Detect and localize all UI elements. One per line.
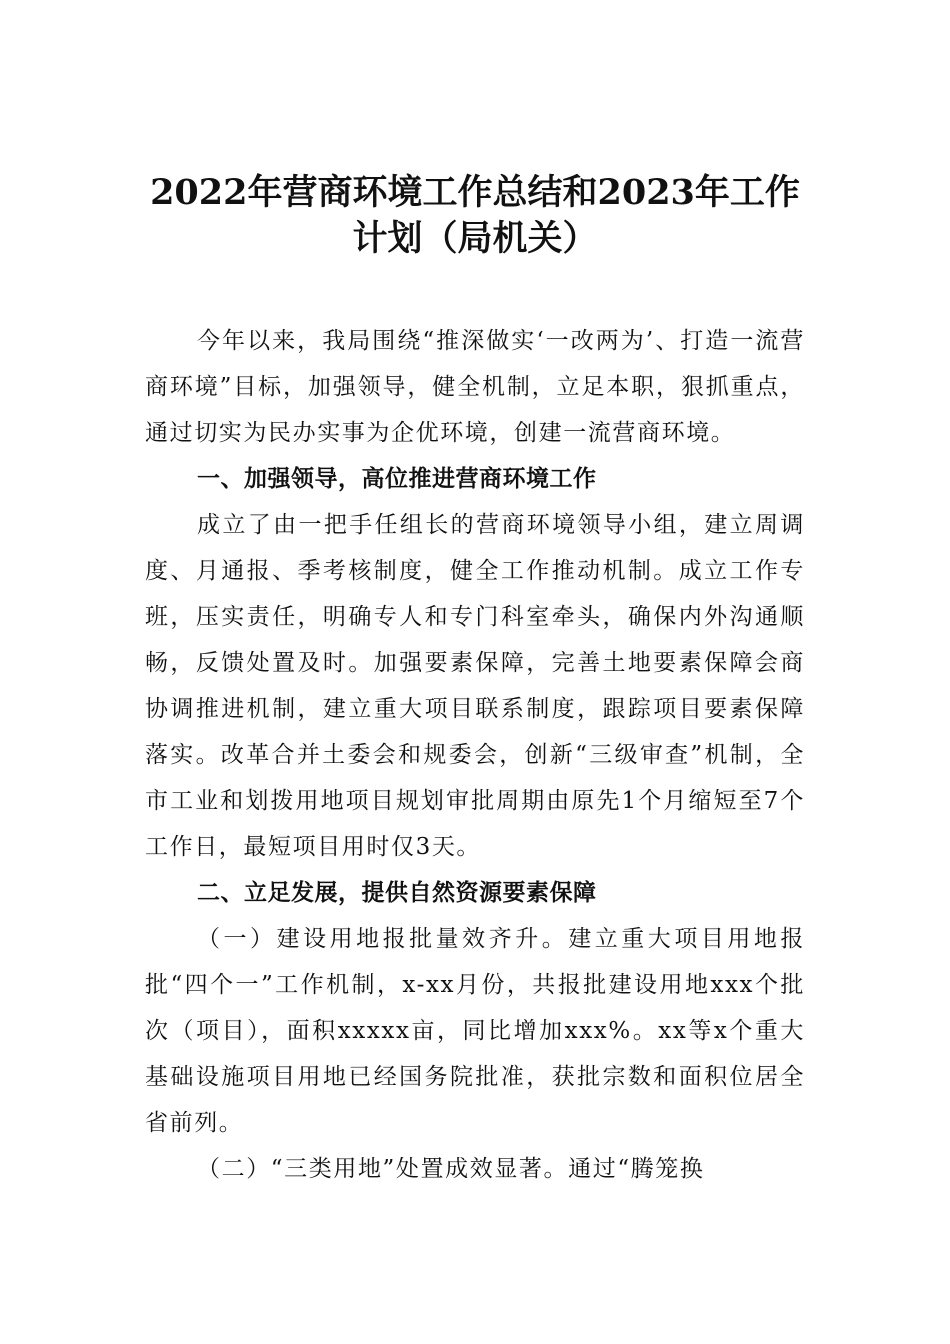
- document-title: 2022年营商环境工作总结和2023年工作计划（局机关）: [150, 172, 800, 259]
- intro-paragraph: 今年以来，我局围绕“推深做实‘一改两为’、打造一流营商环境”目标，加强领导，健全机制，立足本职，狠抓重点，通过切实为民办实事为企优环境，创建一流营商环境。: [145, 328, 805, 446]
- section-heading-2: 二、立足发展，提供自然资源要素保障: [197, 880, 597, 906]
- section-1-paragraph: 成立了由一把手任组长的营商环境领导小组，建立周调度、月通报、季考核制度，健全工作推动机制。成立工作专班，压实责任，明确专人和专门科室牵头，确保内外沟通顺畅，反馈处置及时。加强要素保障，完善土地要素保障会商协调推进机制，建立重大项目联系制度，跟踪项目要素保障落实。改革合并土委会和规委会，创新“三级审查”机制，全市工业和划拨用地项目规划审批周期由原先1个月缩短至7个工作日，最短项目用时仅3天。: [145, 512, 805, 860]
- document-body: [145, 318, 805, 1192]
- subsection-2-paragraph: （二）“三类用地”处置成效显著。通过“腾笼换: [197, 1156, 705, 1182]
- section-heading-1: 一、加强领导，高位推进营商环境工作: [197, 466, 597, 492]
- subsection-1-paragraph: （一）建设用地报批量效齐升。建立重大项目用地报批“四个一”工作机制，x-xx月份，共报批建设用地xxx个批次（项目），面积xxxxx亩，同比增加xxx%。xx等x个重大基础设施项目用地已经国务院批准，获批宗数和面积位居全省前列。: [145, 926, 805, 1136]
